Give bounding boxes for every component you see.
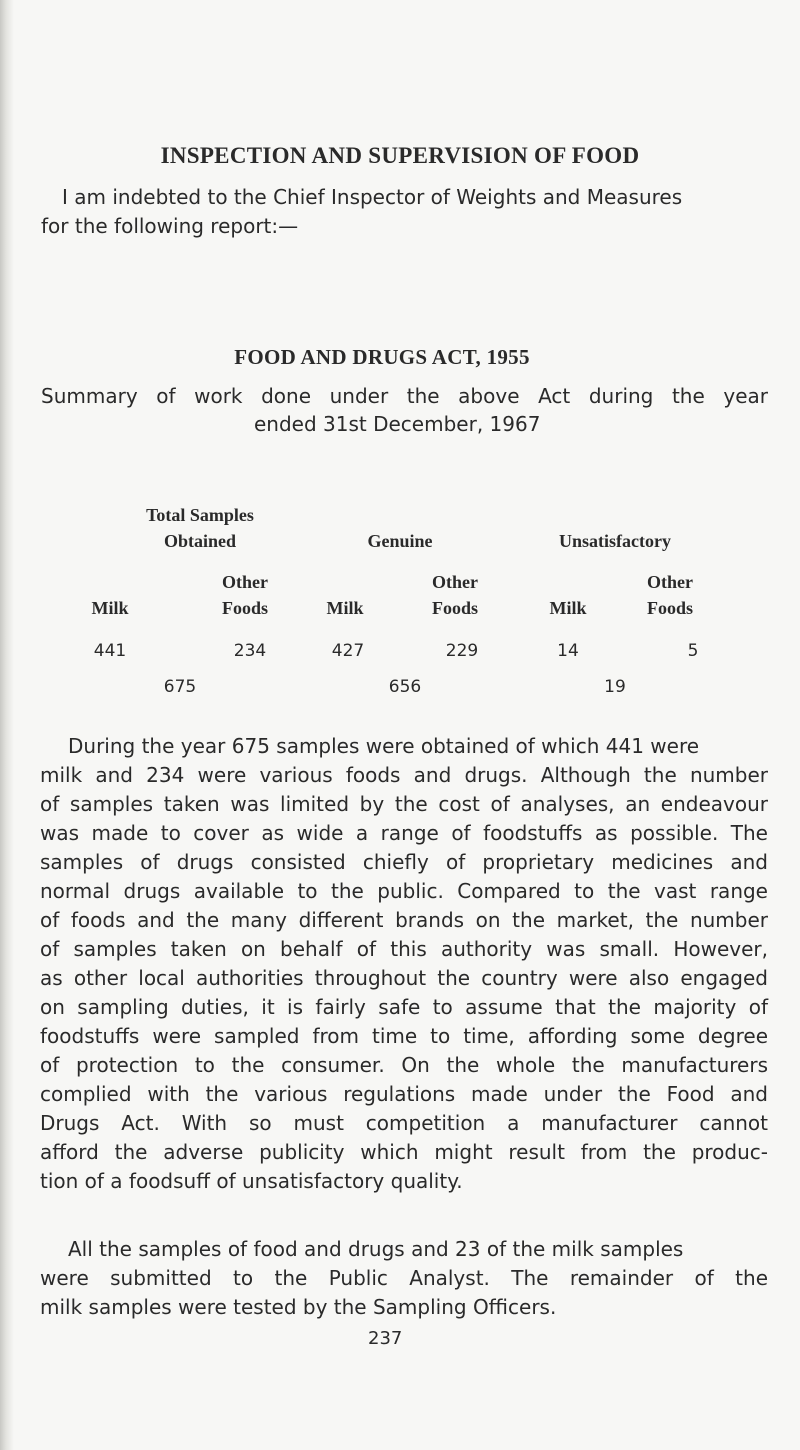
total-unsatisfactory-value: 19	[604, 677, 626, 697]
header-total-samples: Total Samples	[146, 505, 254, 525]
cell-unsat-milk: 14	[557, 641, 579, 661]
cell-genuine-milk: 427	[331, 641, 365, 661]
page-title: INSPECTION AND SUPERVISION OF FOOD	[160, 143, 640, 168]
para1-line-2: milk and 234 were various foods and drugs. Although the number	[40, 763, 768, 787]
para1-line-16: tion of a foodsuff of unsatisfactory quality.	[40, 1169, 463, 1193]
para1-line-1: During the year 675 samples were obtained of which 441 were	[68, 734, 700, 758]
intro-line-1: I am indebted to the Chief Inspector of Weights and Measures	[62, 185, 683, 209]
subheader-milk-3: Milk	[549, 598, 587, 618]
subheader-foods-1: Foods	[221, 598, 268, 618]
cell-total-other: 234	[233, 641, 267, 661]
para1-line-14: Drugs Act. With so must competition a manufacturer cannot	[40, 1111, 768, 1135]
subheader-milk-2: Milk	[326, 598, 364, 618]
para1-line-4: was made to cover as wide a range of foodstuffs as possible. The	[40, 821, 768, 845]
para1-line-10: on sampling duties, it is fairly safe to assume that the majority of	[40, 995, 768, 1019]
para1-line-6: normal drugs available to the public. Compared to the vast range	[40, 879, 768, 903]
header-genuine: Genuine	[367, 531, 433, 551]
para1-line-15: afford the adverse publicity which might result from the produc-	[40, 1140, 768, 1164]
para2-line-2: were submitted to the Public Analyst. The remainder of the	[40, 1266, 768, 1290]
subheader-other-3: Other	[647, 572, 693, 592]
total-genuine-value: 656	[388, 677, 422, 697]
para1-line-8: of samples taken on behalf of this authority was small. However,	[40, 937, 768, 961]
total-samples-value: 675	[163, 677, 197, 697]
header-obtained: Obtained	[163, 531, 237, 551]
page-edge-shadow	[0, 0, 14, 1450]
para1-line-13: complied with the various regulations made under the Food and	[40, 1082, 768, 1106]
para2-line-1: All the samples of food and drugs and 23 of the milk samples	[68, 1237, 684, 1261]
summary-line-2: ended 31st December, 1967	[254, 412, 541, 436]
para1-line-9: as other local authorities throughout the country were also engaged	[40, 966, 768, 990]
summary-line-1: Summary of work done under the above Act during the year	[41, 384, 768, 408]
intro-line-2: for the following report:—	[41, 214, 299, 238]
para1-line-11: foodstuffs were sampled from time to time, affording some degree	[40, 1024, 768, 1048]
cell-unsat-other: 5	[687, 641, 699, 661]
para1-line-12: of protection to the consumer. On the whole the manufacturers	[40, 1053, 768, 1077]
subheader-other-2: Other	[432, 572, 478, 592]
subheader-foods-3: Foods	[646, 598, 693, 618]
subheader-milk-1: Milk	[91, 598, 129, 618]
cell-total-milk: 441	[93, 641, 127, 661]
header-unsatisfactory: Unsatisfactory	[559, 531, 671, 551]
para1-line-3: of samples taken was limited by the cost of analyses, an endeavour	[40, 792, 768, 816]
subheader-other-1: Other	[222, 572, 268, 592]
act-title: FOOD AND DRUGS ACT, 1955	[234, 345, 530, 369]
cell-genuine-other: 229	[445, 641, 479, 661]
page-number: 237	[368, 1328, 403, 1349]
para1-line-7: of foods and the many different brands on the market, the number	[40, 908, 768, 932]
subheader-foods-2: Foods	[431, 598, 478, 618]
para1-line-5: samples of drugs consisted chiefly of proprietary medicines and	[40, 850, 768, 874]
para2-line-3: milk samples were tested by the Sampling Officers.	[40, 1295, 557, 1319]
